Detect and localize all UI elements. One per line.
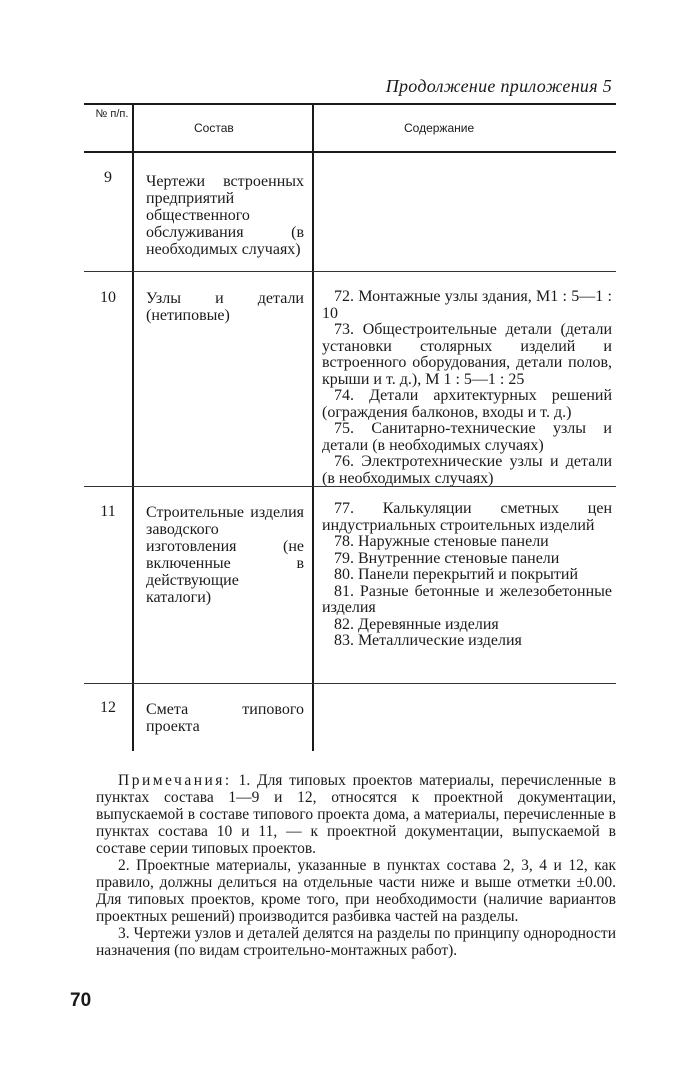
content-item: 78. Наружные стеновые панели — [334, 533, 549, 550]
content-item: 74. Детали архитектурных решений (ограждения балконов, входы и т. д.) — [322, 387, 612, 421]
table-header-rule — [84, 151, 616, 153]
note-1 — [96, 772, 616, 857]
content-item: 75. Санитарно-технические узлы и детали (в необходимых случаях) — [322, 420, 612, 454]
content-item: 72. Монтажные узлы здания, М1 : 5—1 : 10 — [322, 288, 612, 322]
row-composition: Чертежи встроенных предприятий общественного обслуживания (в необходимых случаях) — [146, 173, 304, 258]
content-item: 82. Деревянные изделия — [334, 615, 499, 633]
page-number: 70 — [70, 990, 92, 1011]
row-separator — [84, 683, 616, 684]
column-header-number: № п/п. — [95, 108, 129, 120]
running-header: Продолжение приложения 5 — [385, 76, 612, 96]
row-number: 11 — [100, 503, 116, 520]
column-divider-2 — [312, 103, 314, 751]
row-composition: Смета типового проекта — [146, 701, 304, 735]
row-content — [322, 289, 612, 487]
row-composition: Узлы и детали (нетиповые) — [146, 290, 304, 324]
row-separator — [84, 271, 132, 272]
content-item: 76. Электротехнические узлы и детали (в необходимых случаях) — [322, 453, 612, 487]
row-separator — [84, 486, 616, 487]
row-number: 10 — [100, 289, 116, 306]
content-item: 77. Калькуляции сметных цен индустриальных строительных изделий — [322, 500, 612, 534]
content-item: 73. Общестроительные детали (детали установки столярных изделий и встроенного оборудования, детали полов, крыши и т. д.), М 1 : 5—1 : 25 — [322, 321, 612, 388]
notes-label: Примечания: — [118, 772, 232, 789]
column-header-composition: Состав — [194, 121, 234, 135]
composition-table — [84, 103, 616, 753]
note-3: 3. Чертежи узлов и деталей делятся на разделы по принципу однородности назначения (по видам строительно-монтажных работ). — [96, 925, 616, 959]
column-divider-1 — [132, 103, 134, 751]
row-composition: Строительные изделия заводского изготовления (не включенные в действующие каталоги) — [146, 504, 304, 606]
notes-section — [96, 772, 616, 959]
content-item: 80. Панели перекрытий и покрытий — [334, 566, 579, 583]
row-number: 9 — [104, 169, 112, 186]
content-item: 79. Внутренние стеновые панели — [334, 549, 560, 567]
row-content — [322, 501, 612, 650]
content-item: 81. Разные бетонные и железобетонные изделия — [322, 582, 612, 616]
table-top-rule — [84, 103, 616, 105]
row-separator — [132, 271, 616, 272]
column-header-content: Содержание — [404, 121, 475, 135]
content-item: 83. Металлические изделия — [334, 632, 522, 649]
note-text: 1. Для типовых проектов материалы, перечисленные в пунктах состава 1—9 и 12, относятся к проектной документации, выпускаемой в составе типового проекта дома, а материалы, перечисленные в пунктах состава 10 и 11, — к проектной документации, выпускаемой в составе серии типовых проектов. — [96, 772, 616, 857]
row-number: 12 — [100, 699, 116, 716]
note-2: 2. Проектные материалы, указанные в пунктах состава 2, 3, 4 и 12, как правило, должны делиться на отдельные части ниже и выше отметки ±0.00. Для типовых проектов, кроме того, при необходимости (наличие вариантов проектных решений) производится разбивка частей на разделы. — [96, 857, 616, 925]
